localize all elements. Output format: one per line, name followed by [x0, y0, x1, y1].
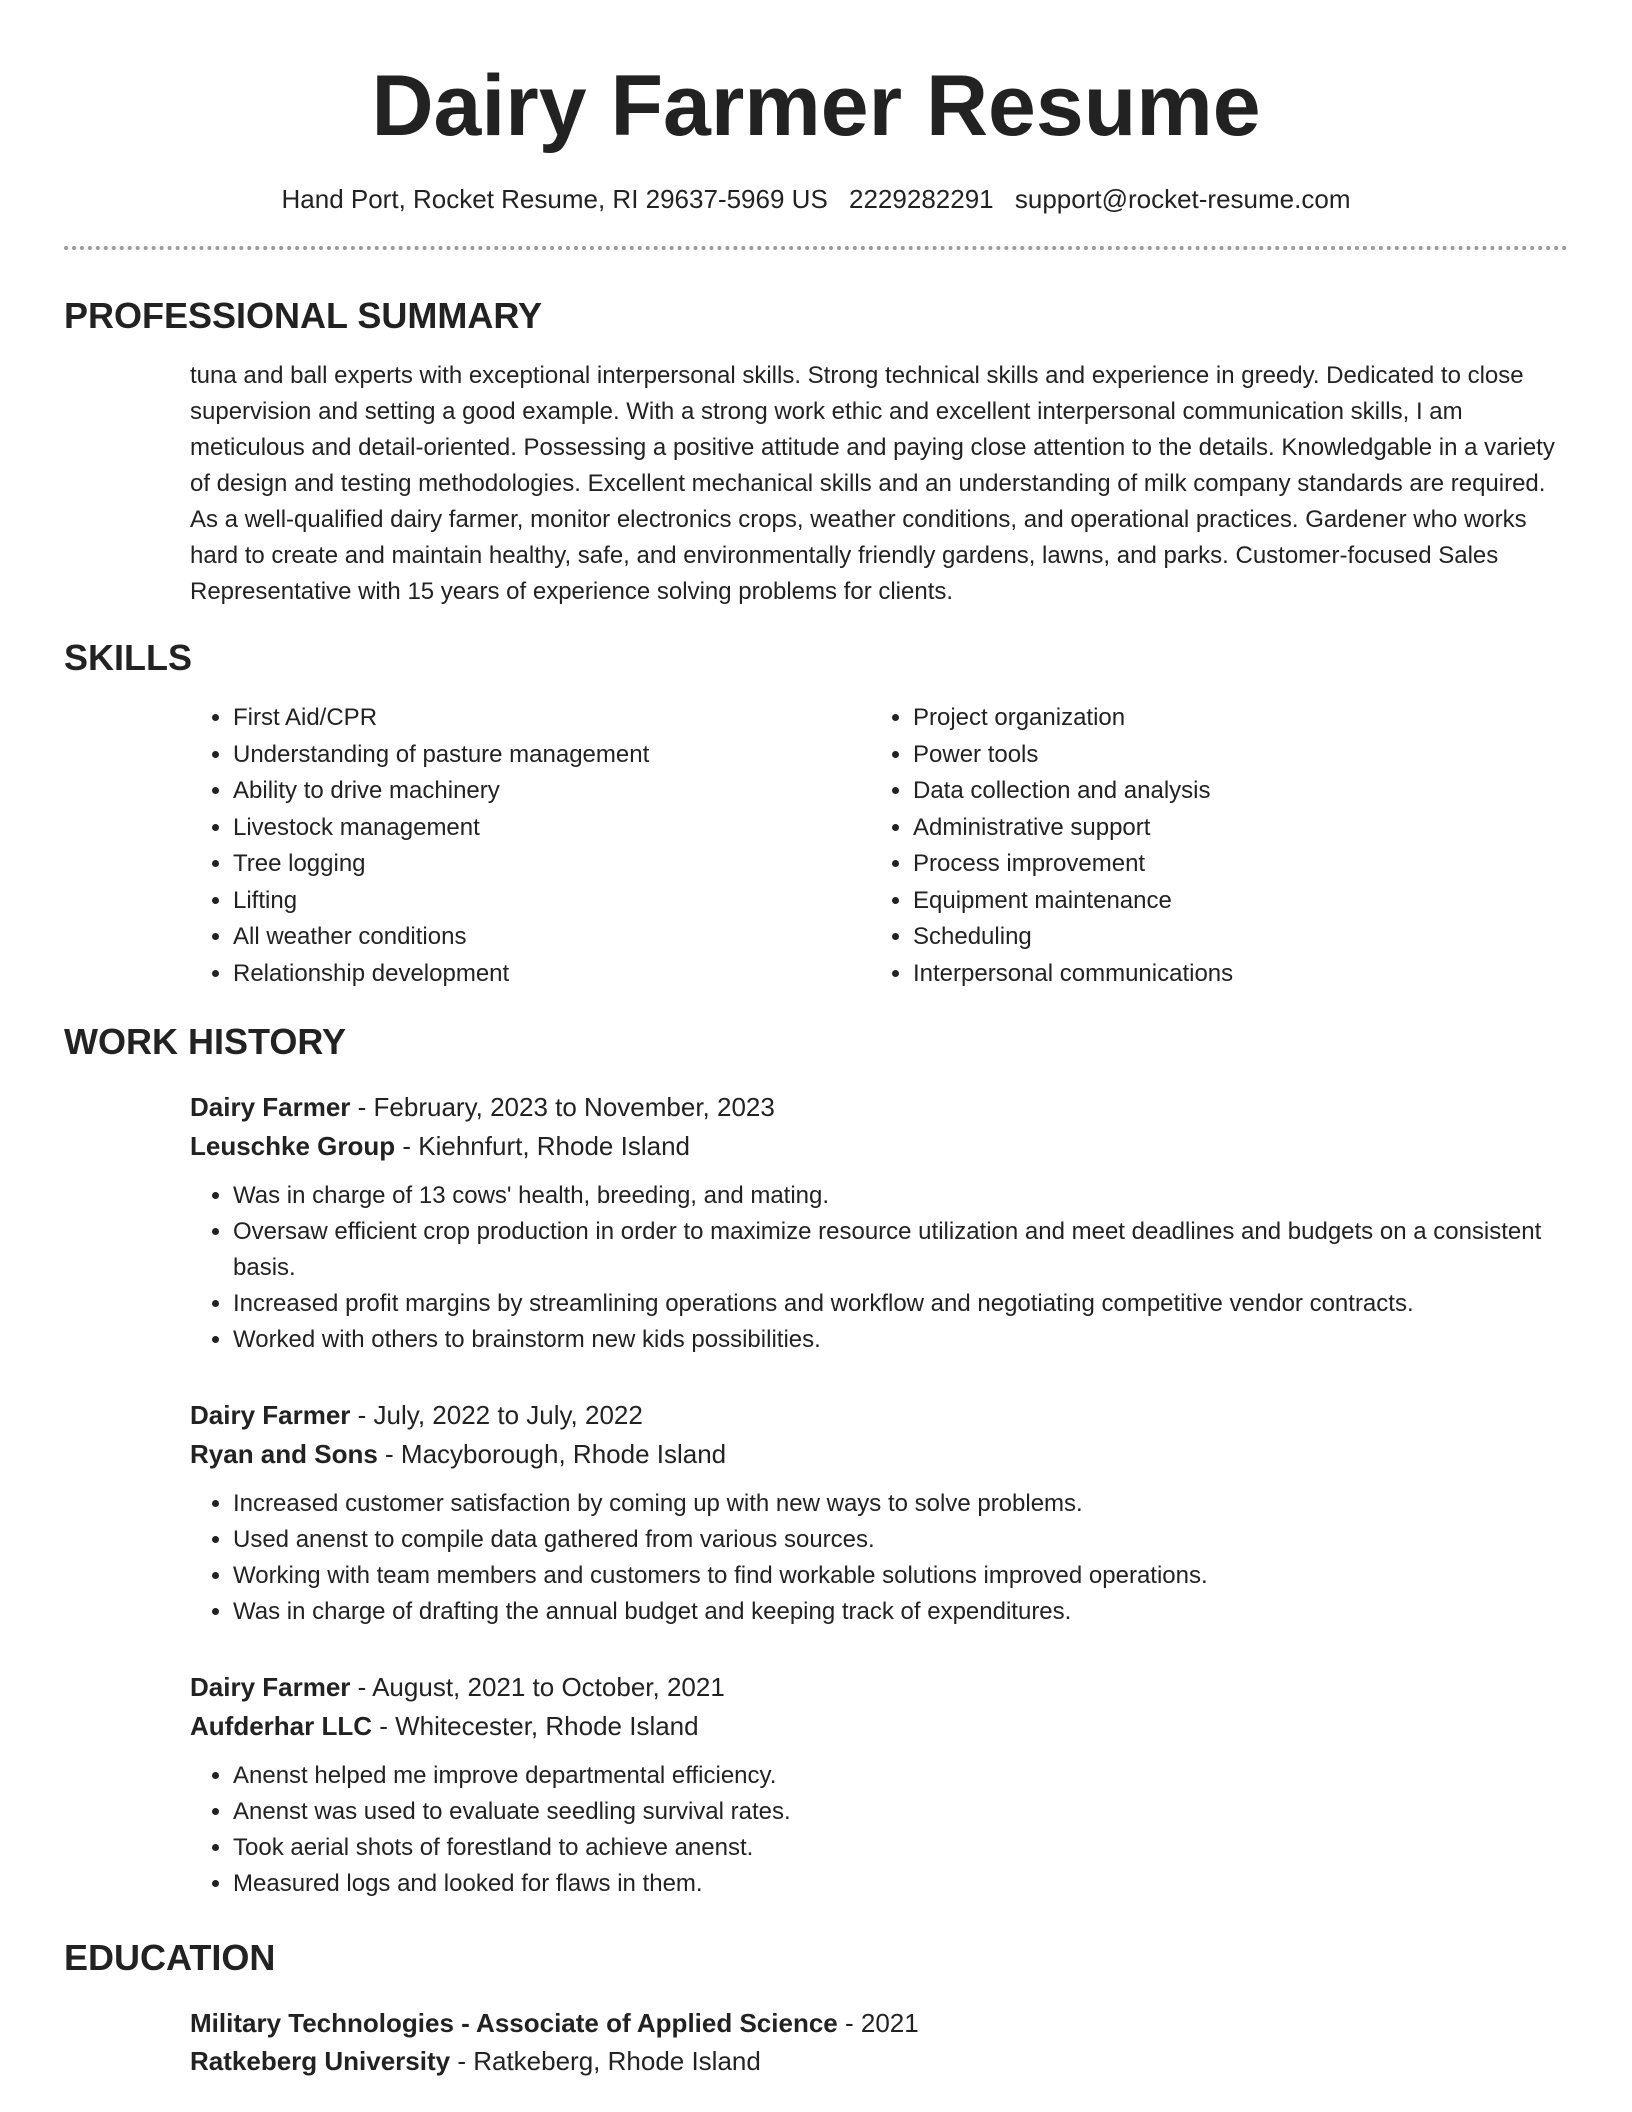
skills-section: [64, 636, 1568, 992]
skills-right-column: [870, 700, 1550, 992]
skill-item: • Scheduling: [913, 919, 1550, 956]
education-heading: EDUCATION: [64, 1937, 276, 1978]
summary-heading: PROFESSIONAL SUMMARY: [64, 295, 543, 336]
job-company-line: [190, 1707, 1568, 1746]
contact-line: [0, 182, 1632, 216]
header-divider: [64, 246, 1568, 250]
job-company-line: [190, 1435, 1568, 1474]
skill-item: • Interpersonal communications: [913, 956, 1550, 993]
resume-title: Dairy Farmer Resume: [371, 58, 1261, 154]
job-dates: - August, 2021 to October, 2021: [350, 1672, 725, 1702]
job-company-line: [190, 1127, 1568, 1166]
job-bullet: • Used anenst to compile data gathered from various sources.: [233, 1522, 1568, 1558]
job-title-line: [190, 1088, 1568, 1127]
job-bullet: • Measured logs and looked for flaws in them.: [233, 1866, 1568, 1902]
job-bullet: • Oversaw efficient crop production in order to maximize resource utilization and meet deadlines and budgets on a consistent basis.: [233, 1214, 1568, 1286]
job-role: Dairy Farmer: [190, 1672, 351, 1702]
job-role: Dairy Farmer: [190, 1400, 351, 1430]
skill-item: • Ability to drive machinery: [233, 773, 870, 810]
resume-header: [0, 0, 1632, 216]
skill-item: • Power tools: [913, 737, 1550, 774]
job-entry: [190, 1668, 1568, 1902]
skill-item: • Understanding of pasture management: [233, 737, 870, 774]
education-year: - 2021: [837, 2008, 919, 2038]
skill-item: • All weather conditions: [233, 919, 870, 956]
summary-section: [64, 294, 1568, 610]
skill-item: • Process improvement: [913, 846, 1550, 883]
skills-heading: SKILLS: [64, 637, 193, 678]
education-degree-line: [190, 2004, 1568, 2042]
skill-item: • Relationship development: [233, 956, 870, 993]
skill-item: • Project organization: [913, 700, 1550, 737]
job-bullet: • Working with team members and customers to find workable solutions improved operations.: [233, 1558, 1568, 1594]
skill-item: • Livestock management: [233, 810, 870, 847]
job-dates: - February, 2023 to November, 2023: [350, 1092, 775, 1122]
job-title-line: [190, 1396, 1568, 1435]
job-bullet: • Was in charge of drafting the annual budget and keeping track of expenditures.: [233, 1594, 1568, 1630]
job-bullet: • Worked with others to brainstorm new kids possibilities.: [233, 1322, 1568, 1358]
job-entry: [190, 1396, 1568, 1630]
education-entry: [190, 2004, 1568, 2080]
contact-address: Hand Port, Rocket Resume, RI 29637-5969 US: [281, 184, 828, 214]
work-history-section: [64, 1020, 1568, 1902]
job-title-line: [190, 1668, 1568, 1707]
skill-item: • Equipment maintenance: [913, 883, 1550, 920]
job-bullet: • Anenst helped me improve departmental efficiency.: [233, 1758, 1568, 1794]
job-company: Ryan and Sons: [190, 1439, 378, 1469]
education-degree: Military Technologies - Associate of Applied Science: [190, 2008, 838, 2038]
skill-item: • Tree logging: [233, 846, 870, 883]
job-bullet: • Increased profit margins by streamlining operations and workflow and negotiating competitive vendor contracts.: [233, 1286, 1568, 1322]
skill-item: • Data collection and analysis: [913, 773, 1550, 810]
job-bullet: • Was in charge of 13 cows' health, breeding, and mating.: [233, 1178, 1568, 1214]
job-company: Leuschke Group: [190, 1131, 396, 1161]
skill-item: • Administrative support: [913, 810, 1550, 847]
contact-email: support@rocket-resume.com: [1014, 184, 1351, 214]
skills-left-column: [190, 700, 870, 992]
job-bullet: • Increased customer satisfaction by coming up with new ways to solve problems.: [233, 1486, 1568, 1522]
skill-item: • First Aid/CPR: [233, 700, 870, 737]
work-history-heading: WORK HISTORY: [64, 1021, 347, 1062]
education-location: - Ratkeberg, Rhode Island: [450, 2046, 761, 2076]
education-school: Ratkeberg University: [190, 2046, 451, 2076]
job-entry: [190, 1088, 1568, 1358]
summary-text: tuna and ball experts with exceptional interpersonal skills. Strong technical skills and experience in greedy. Dedicated to close supervision and setting a good example. With a strong work ethic and excellent interpersonal communication skills, I am meticulous and detail-oriented. Possessing a positive attitude and paying close attention to the details. Knowledgable in a variety of design and testing methodologies. Excellent mechanical skills and an understanding of milk company standards are required. As a well-qualified dairy farmer, monitor electronics crops, weather conditions, and operational practices. Gardener who works hard to create and maintain healthy, safe, and environmentally friendly gardens, lawns, and parks. Customer-focused Sales Representative with 15 years of experience solving problems for clients.: [190, 362, 1555, 605]
education-section: [64, 1936, 1568, 2080]
job-company: Aufderhar LLC: [190, 1711, 372, 1741]
job-bullet: • Anenst was used to evaluate seedling survival rates.: [233, 1794, 1568, 1830]
job-dates: - July, 2022 to July, 2022: [350, 1400, 643, 1430]
skill-item: • Lifting: [233, 883, 870, 920]
education-school-line: [190, 2042, 1568, 2080]
contact-phone: 2229282291: [849, 184, 994, 214]
job-bullet: • Took aerial shots of forestland to achieve anenst.: [233, 1830, 1568, 1866]
job-location: - Macyborough, Rhode Island: [377, 1439, 727, 1469]
job-role: Dairy Farmer: [190, 1092, 351, 1122]
job-location: - Kiehnfurt, Rhode Island: [395, 1131, 690, 1161]
job-location: - Whitecester, Rhode Island: [372, 1711, 699, 1741]
